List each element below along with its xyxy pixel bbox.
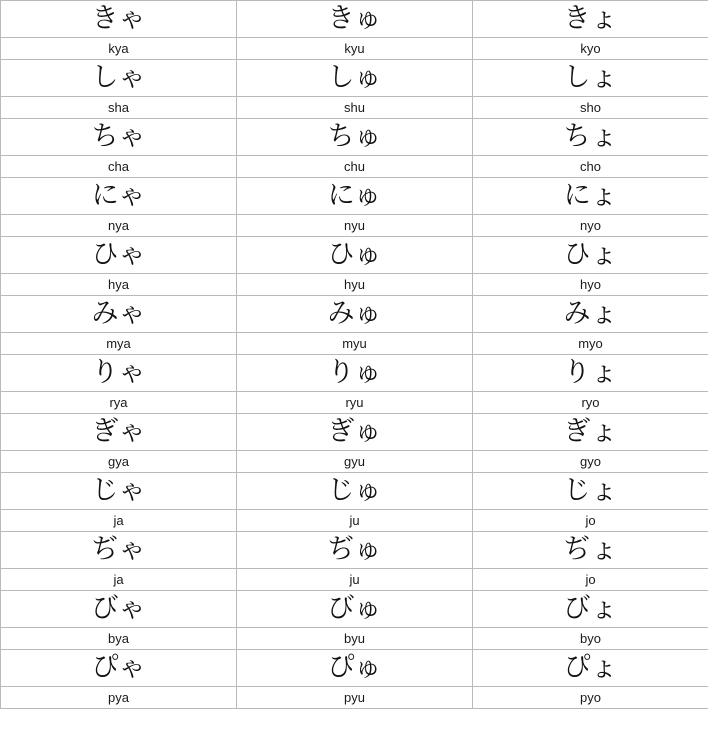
kana-row <box>1 60 708 97</box>
kana-cell: ぴゃ <box>1 650 237 687</box>
kana-cell: ぴゅ <box>237 650 473 687</box>
romaji-row <box>1 451 708 473</box>
romaji-cell: hya <box>1 274 237 296</box>
kana-cell: ひゅ <box>237 237 473 274</box>
romaji-row <box>1 510 708 532</box>
romaji-cell: ja <box>1 569 237 591</box>
kana-row <box>1 355 708 392</box>
romaji-cell: ryu <box>237 392 473 414</box>
romaji-cell: pyo <box>473 687 708 709</box>
romaji-cell: nyu <box>237 215 473 237</box>
romaji-cell: nya <box>1 215 237 237</box>
romaji-cell: ju <box>237 569 473 591</box>
kana-row <box>1 532 708 569</box>
kana-row <box>1 1 708 38</box>
romaji-cell: gyu <box>237 451 473 473</box>
kana-cell: しょ <box>473 60 708 97</box>
romaji-row <box>1 274 708 296</box>
kana-cell: びゅ <box>237 591 473 628</box>
kana-cell: びょ <box>473 591 708 628</box>
romaji-cell: chu <box>237 156 473 178</box>
kana-cell: ぎゃ <box>1 414 237 451</box>
romaji-cell: gyo <box>473 451 708 473</box>
kana-cell: ぎょ <box>473 414 708 451</box>
romaji-row <box>1 97 708 119</box>
kana-row <box>1 650 708 687</box>
kana-cell: ちゅ <box>237 119 473 156</box>
romaji-cell: ja <box>1 510 237 532</box>
kana-cell: ぢょ <box>473 532 708 569</box>
romaji-row <box>1 38 708 60</box>
romaji-cell: sha <box>1 97 237 119</box>
kana-cell: ひょ <box>473 237 708 274</box>
romaji-cell: cho <box>473 156 708 178</box>
romaji-cell: gya <box>1 451 237 473</box>
romaji-cell: nyo <box>473 215 708 237</box>
kana-cell: りょ <box>473 355 708 392</box>
romaji-cell: hyu <box>237 274 473 296</box>
romaji-cell: jo <box>473 569 708 591</box>
kana-cell: ちょ <box>473 119 708 156</box>
kana-cell: きゅ <box>237 1 473 38</box>
kana-cell: みゅ <box>237 296 473 333</box>
romaji-row <box>1 215 708 237</box>
kana-row <box>1 414 708 451</box>
romaji-cell: pya <box>1 687 237 709</box>
romaji-cell: rya <box>1 392 237 414</box>
kana-row <box>1 473 708 510</box>
romaji-cell: ryo <box>473 392 708 414</box>
kana-cell: みゃ <box>1 296 237 333</box>
romaji-cell: myo <box>473 333 708 355</box>
romaji-cell: kyu <box>237 38 473 60</box>
romaji-cell: bya <box>1 628 237 650</box>
kana-cell: ぴょ <box>473 650 708 687</box>
kana-cell: ちゃ <box>1 119 237 156</box>
kana-row <box>1 178 708 215</box>
romaji-cell: mya <box>1 333 237 355</box>
kana-cell: きゃ <box>1 1 237 38</box>
romaji-cell: hyo <box>473 274 708 296</box>
romaji-cell: cha <box>1 156 237 178</box>
romaji-cell: kyo <box>473 38 708 60</box>
kana-cell: ぎゅ <box>237 414 473 451</box>
kana-cell: ぢゅ <box>237 532 473 569</box>
kana-cell: しゅ <box>237 60 473 97</box>
kana-row <box>1 237 708 274</box>
kana-row <box>1 591 708 628</box>
romaji-cell: byu <box>237 628 473 650</box>
romaji-row <box>1 156 708 178</box>
romaji-cell: kya <box>1 38 237 60</box>
romaji-cell: myu <box>237 333 473 355</box>
romaji-cell: byo <box>473 628 708 650</box>
kana-cell: じゃ <box>1 473 237 510</box>
kana-cell: りゃ <box>1 355 237 392</box>
table-body <box>1 1 708 709</box>
kana-cell: しゃ <box>1 60 237 97</box>
kana-cell: ひゃ <box>1 237 237 274</box>
kana-cell: にょ <box>473 178 708 215</box>
romaji-row <box>1 628 708 650</box>
kana-cell: ぢゃ <box>1 532 237 569</box>
kana-cell: きょ <box>473 1 708 38</box>
kana-cell: じょ <box>473 473 708 510</box>
kana-row <box>1 296 708 333</box>
romaji-cell: sho <box>473 97 708 119</box>
kana-cell: びゃ <box>1 591 237 628</box>
romaji-row <box>1 569 708 591</box>
romaji-row <box>1 333 708 355</box>
romaji-row <box>1 687 708 709</box>
romaji-cell: jo <box>473 510 708 532</box>
kana-cell: みょ <box>473 296 708 333</box>
kana-cell: にゅ <box>237 178 473 215</box>
kana-row <box>1 119 708 156</box>
romaji-cell: pyu <box>237 687 473 709</box>
kana-cell: にゃ <box>1 178 237 215</box>
kana-cell: じゅ <box>237 473 473 510</box>
romaji-row <box>1 392 708 414</box>
romaji-cell: ju <box>237 510 473 532</box>
kana-cell: りゅ <box>237 355 473 392</box>
romaji-cell: shu <box>237 97 473 119</box>
